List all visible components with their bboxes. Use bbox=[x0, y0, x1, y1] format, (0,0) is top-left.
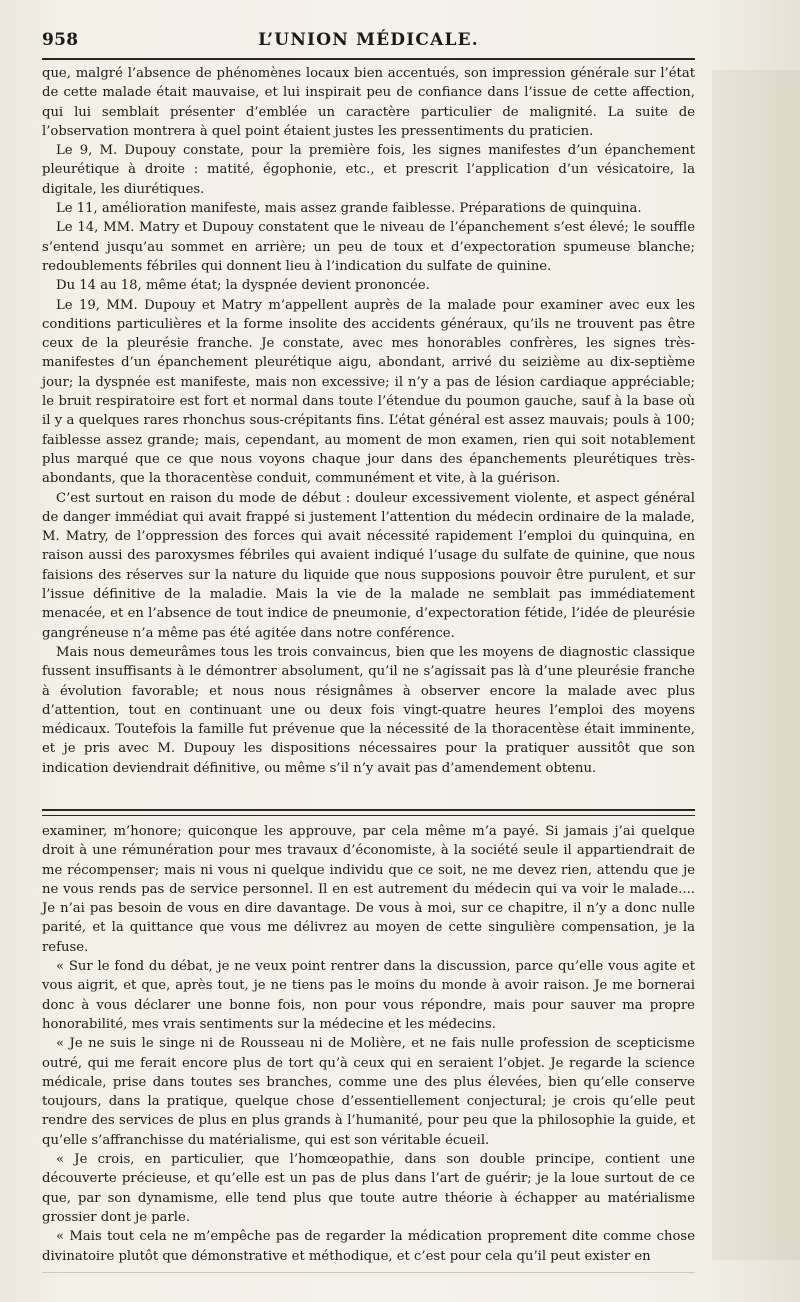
adjacent-page-bleed bbox=[712, 70, 800, 1260]
page-header bbox=[42, 26, 695, 54]
journal-title: L’UNION MÉDICALE. bbox=[258, 30, 479, 50]
page-number: 958 bbox=[42, 30, 79, 50]
feuilleton-separator-rule bbox=[42, 809, 695, 811]
paragraph: « Je ne suis le singe ni de Rousseau ni de Molière, et ne fais nulle profession de scepticisme outré, qui me ferait encore plus de tort qu’à ceux qui en seraient l’objet. Je regarde la science médicale, prise dans toutes ses branches, comme une des plus élevées, bien qu’elle conserve toujours, dans la pratique, quelque chose d’essentiellement conjectural; je crois qu’elle peut rendre des services de plus en plus grands à l’humanité, pour peu que la philosophie la guide, et qu’elle s’affranchisse du matérialisme, qui est son véritable écueil. bbox=[42, 1036, 695, 1148]
paragraph: Mais nous demeurâmes tous les trois convaincus, bien que les moyens de diagnostic classique fussent insuffisants à le démontrer absolument, qu’il ne s’agissait pas là d’une pleurésie franche à évolution favorable; et nous nous résignâmes à observer encore la malade avec plus d’attention, tout en continuant une ou deux fois vingt-quatre heures l’emploi des moyens médicaux. Toutefois la famille fut prévenue que la nécessité de la thoracentèse était imminente, et je pris avec M. Dupouy les dispositions nécessaires pour la pratiquer aussitôt que son indication deviendrait définitive, ou même s’il n’y avait pas d’amendement obtenu. bbox=[42, 644, 695, 776]
paragraph: Le 14, MM. Matry et Dupouy constatent que le niveau de l’épanchement s’est élevé; le souffle s’entend jusqu’au sommet en arrière; un peu de toux et d’expectoration spumeuse blanche; redoublements fébriles qui donnent lieu à l’indication du sulfate de quinine. bbox=[42, 220, 695, 274]
paragraph: Le 19, MM. Dupouy et Matry m’appellent auprès de la malade pour examiner avec eux les conditions particulières et la forme insolite des accidents généraux, qu’ils ne trouvent pas être ceux de la pleurésie franche. Je constate, avec mes honorables confrères, les signes très-manifestes d’un épanchement pleurétique aigu, abondant, arrivé du seizième au dix-septième jour; la dyspnée est manifeste, mais non excessive; il n’y a pas de lésion cardiaque appréciable; le bruit respiratoire est fort et normal dans toute l’étendue du poumon gauche, sauf à la base où il y a quelques rares rhonchus sous-crépitants fins. L’état général est assez mauvais; pouls à 100; faiblesse assez grande; mais, cependant, au moment de mon examen, rien qui soit notablement plus marqué que ce que nous voyons chaque jour dans des épanchements pleurétiques très-abondants, que la thoracentèse conduit, communément et vite, à la guérison. bbox=[42, 297, 695, 487]
feuilleton-text-column bbox=[42, 822, 695, 1266]
observation-text-column bbox=[42, 64, 695, 778]
paragraph: « Mais tout cela ne m’empêche pas de regarder la médication proprement dite comme chose divinatoire plutôt que démonstrative et méthodique, et c’est pour cela qu’il peut exister en bbox=[42, 1229, 695, 1264]
bleed-through-footer bbox=[42, 1272, 695, 1297]
paragraph: C’est surtout en raison du mode de début : douleur excessivement violente, et aspect général de danger immédiat qui avait frappé si justement l’attention du médecin ordinaire de la malade, M. Matry, de l’oppression des forces qui avait nécessité rapidement l’emploi du quinquina, en raison aussi des paroxysmes fébriles qui avaient indiqué l’usage du sulfate de quinine, que nous faisions des réserves sur la nature du liquide que nous supposions pouvoir être purulent, et sur l’issue définitive de la maladie. Mais la vie de la malade ne semblait pas immédiatement menacée, et en l’absence de tout indice de pneumonie, d’expectoration fétide, l’idée de pleurésie gangréneuse n’a même pas été agitée dans notre conférence. bbox=[42, 490, 695, 641]
paragraph: « Je crois, en particulier, que l’homœopathie, dans son double principe, contient une découverte précieuse, et qu’elle est un pas de plus dans l’art de guérir; je la loue surtout de ce que, par son dynamisme, elle tend plus que toute autre théorie à échapper au matérialisme grossier dont je parle. bbox=[42, 1152, 695, 1225]
feuilleton-separator-rule-thin bbox=[42, 815, 695, 816]
paragraph: que, malgré l’absence de phénomènes locaux bien accentués, son impression générale sur l’état de cette malade était mauvaise, et lui inspirait peu de confiance dans l’issue de cette affection, qui lui semblait présenter d’emblée un caractère particulier de malignité. La suite de l’observation montrera à quel point étaient justes les pressentiments du praticien. bbox=[42, 66, 695, 139]
paragraph: Le 9, M. Dupouy constate, pour la première fois, les signes manifestes d’un épanchement pleurétique à droite : matité, égophonie, etc., et prescrit l’application d’un vésicatoire, la digitale, les diurétiques. bbox=[42, 143, 695, 197]
paragraph: Du 14 au 18, même état; la dyspnée devient prononcée. bbox=[56, 278, 430, 294]
paragraph: Le 11, amélioration manifeste, mais assez grande faiblesse. Préparations de quinquina. bbox=[56, 201, 642, 217]
header-rule bbox=[42, 58, 695, 60]
paragraph: examiner, m’honore; quiconque les approuve, par cela même m’a payé. Si jamais j’ai quelque droit à une rémunération pour mes travaux d’économiste, à la société seule il appartiendrait de me récompenser; mais ni vous ni quelque individu que ce soit, ne me devez rien, attendu que je ne vous rends pas de service personnel. Il en est autrement du médecin qui va voir le malade.... Je n’ai pas besoin de vous en dire davantage. De vous à moi, sur ce chapitre, il n’y a donc nulle parité, et la quittance que vous me délivrez au moyen de cette singulière compensation, je la refuse. bbox=[42, 824, 695, 955]
paragraph: « Sur le fond du débat, je ne veux point rentrer dans la discussion, parce qu’elle vous agite et vous aigrit, et que, après tout, je ne tiens pas le moins du monde à avoir raison. Je me bornerai donc à vous déclarer une bonne fois, non pour vous répondre, mais pour sauver ma propre honorabilité, mes vrais sentiments sur la médecine et les médecins. bbox=[42, 959, 695, 1032]
